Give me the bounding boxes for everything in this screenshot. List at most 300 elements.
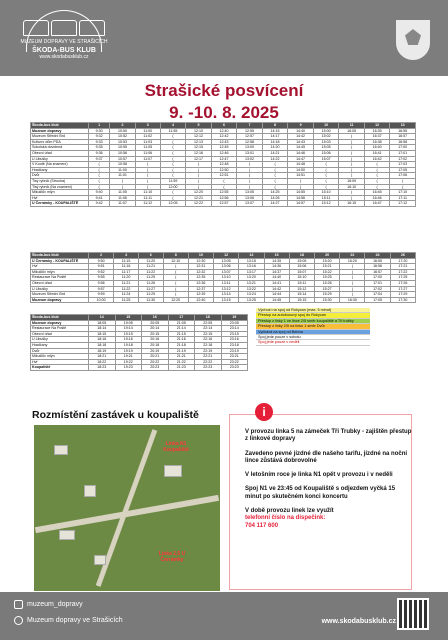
time-cell: ( [160,150,186,156]
time-cell: 10:53 [110,139,136,145]
time-cell: 16:56 [365,264,390,270]
stop-label-koupaliste: Linka N1 Koupaliště [163,441,189,453]
instagram-handle: muzeum_dopravy [27,601,83,608]
time-cell: 17:01 [365,280,390,286]
facebook-icon [14,616,23,625]
time-cell: 11:05 [110,190,136,196]
time-cell: ( [390,184,416,190]
time-cell: ( [135,162,160,168]
time-cell: 12:51 [211,173,237,179]
time-cell: 21:19 [168,348,195,354]
time-cell: 14:42 [288,134,314,140]
time-cell: 13:12 [214,286,239,292]
time-cell: ( [340,275,365,281]
time-cell: ( [339,190,365,196]
header-cell: Škoda-bus klub [31,123,89,129]
time-cell: ( [186,178,212,184]
time-cell: 15:07 [289,269,314,275]
header-cell: 19 [221,315,248,321]
time-cell: 19:16 [115,337,142,343]
time-cell: 15:14 [289,292,314,298]
header-cell: 3 [135,123,160,129]
time-cell: ( [313,173,339,179]
time-cell: 12:20 [186,190,212,196]
time-cell: ( [160,139,186,145]
legend-item: Přestup z linky 1 ve lince 2/5 směr koupaliště a Tři trubky [256,319,370,324]
stop-name: Muzeum dopravy [31,297,89,303]
time-cell: 13:17 [239,269,264,275]
time-cell: 11:22 [138,269,163,275]
time-cell: 14:40 [264,275,289,281]
time-cell: 13:01 [237,150,263,156]
time-cell: ( [186,167,212,173]
time-cell: 12:56 [211,195,237,201]
header-cell: 4 [114,253,139,259]
time-cell: 16:41 [364,150,390,156]
time-cell: 20:23 [142,365,169,371]
time-cell: ( [339,139,365,145]
time-cell: ( [262,173,288,179]
time-cell: 9:52 [89,269,114,275]
time-cell: 23:14 [221,326,248,332]
time-cell: 14:40 [288,128,314,134]
time-cell: 11:21 [138,264,163,270]
time-cell: 15:21 [314,264,339,270]
time-cell: 9:32 [89,134,110,140]
time-cell: 15:03 [313,139,339,145]
time-cell: 9:42 [89,201,110,207]
time-cell: ( [89,173,110,179]
time-cell: 15:25 [314,275,339,281]
time-cell: ( [237,162,263,168]
time-cell: 12:43 [211,139,237,145]
info-phone-label: telefonní číslo na dispečink: [245,515,326,522]
time-cell: 14:21 [262,150,288,156]
time-cell: 11:00 [135,128,160,134]
time-cell: 11:10 [135,190,160,196]
stop-label-cerramky: Linka 2,5 U Čerrámky [158,551,186,563]
time-cell: 17:20 [390,258,415,264]
time-cell: 12:46 [211,150,237,156]
time-cell: 13:14 [214,292,239,298]
header-cell: 16 [142,315,169,321]
map-heading: Rozmístění zastávek u koupaliště [32,409,199,421]
footer [0,592,448,640]
time-cell: 12:21 [186,195,212,201]
stop-name: Restaurace Na Poště [31,275,89,281]
stop-name: Dvůr [31,348,89,354]
time-cell: 11:25 [114,297,139,303]
time-cell: 14:45 [288,145,314,151]
stop-name: V Koutě (Na znamení) [31,162,89,168]
time-cell: 10:55 [110,145,136,151]
time-cell: 17:10 [390,190,416,196]
time-cell: 14:55 [288,190,314,196]
time-cell: 13:15 [214,297,239,303]
time-cell: ( [186,162,212,168]
time-cell: 20:14 [142,326,169,332]
time-cell: 17:00 [365,275,390,281]
time-cell: 9:57 [89,286,114,292]
time-cell: 15:05 [313,145,339,151]
time-cell: 15:30 [314,297,339,303]
time-cell: 12:22 [186,201,212,207]
info-text: V letošním roce je linka N1 opět v provozu i v neděli [245,472,393,479]
header-cell: 14 [239,253,264,259]
time-cell: 17:01 [390,150,416,156]
header-cell: Škoda-bus klub [31,253,89,259]
logo-url: www.skodabusklub.cz [39,54,89,60]
time-cell: 10:58 [110,162,136,168]
time-cell: 17:27 [390,286,415,292]
header-cell: 22 [340,253,365,259]
page-title [0,80,448,124]
time-cell: 14:56 [288,195,314,201]
stop-name: Tisý rybník (Na znamení) [31,184,89,190]
time-cell: 12:16 [186,150,212,156]
time-cell: 16:30 [340,297,365,303]
time-cell: 11:27 [138,286,163,292]
time-cell: 15:15 [289,297,314,303]
time-cell: 16:10 [339,184,365,190]
time-cell: ( [163,275,188,281]
time-cell: 9:35 [89,145,110,151]
time-cell: 12:20 [163,297,188,303]
stop-name: Dvůr [31,173,89,179]
info-text: Spoj N1 ve 23:45 od Koupaliště s odjezdem vyčká 15 minut po skutečném konci koncertu [245,486,396,500]
time-cell: ( [390,178,416,184]
time-cell: 19:18 [115,342,142,348]
time-cell: 14:48 [288,162,314,168]
stop-name: Hradčany [31,167,89,173]
time-cell: 22:23 [195,365,222,371]
time-cell: 16:37 [364,134,390,140]
time-cell: 22:14 [195,326,222,332]
time-cell: 9:40 [89,190,110,196]
time-cell: ( [135,178,160,184]
time-cell: 13:05 [214,258,239,264]
time-cell: ( [237,167,263,173]
time-cell: 21:14 [168,326,195,332]
time-cell: 15:12 [289,286,314,292]
time-cell: 14:42 [264,286,289,292]
time-cell: 13:05 [237,190,263,196]
stop-name: Obecní úřad [31,280,89,286]
time-cell: 11:07 [110,201,136,207]
time-cell: ( [186,184,212,190]
info-icon: i [255,403,273,421]
time-cell: 12:57 [237,134,263,140]
time-cell: 16:20 [340,258,365,264]
time-cell: 18:15 [89,331,116,337]
time-cell: 15:20 [314,258,339,264]
time-cell: 16:55 [365,258,390,264]
legend-item: Přestup z linky 2/5 na linku 1 směr Dvůr [256,324,370,329]
stop-name: U Libušky [31,337,89,343]
time-cell: 16:57 [365,269,390,275]
time-cell: ( [160,156,186,162]
time-cell: ( [262,184,288,190]
time-cell: 12:50 [211,167,237,173]
time-cell: 16:47 [364,201,390,207]
time-cell: 11:16 [114,264,139,270]
time-cell: ( [340,264,365,270]
stop-name: Muzeum Střední Brd [31,134,89,140]
header-cell: 6 [211,123,237,129]
time-cell: 16:38 [364,139,390,145]
time-cell: 15:06 [313,150,339,156]
header-cell: 18 [289,253,314,259]
time-cell: 9:41 [89,195,110,201]
time-cell: 14:57 [288,201,314,207]
time-cell: 12:58 [237,139,263,145]
time-cell: 11:20 [114,275,139,281]
header-cell: 4 [160,123,186,129]
time-cell: 15:11 [313,195,339,201]
time-cell: 22:21 [195,354,222,360]
header-cell: 2 [89,253,114,259]
time-cell: 17:03 [390,162,416,168]
time-cell: 20:05 [142,320,169,326]
stop-name: Hvř [31,264,89,270]
time-cell: ( [160,190,186,196]
time-cell: 14:44 [264,292,289,298]
time-cell: 19:22 [115,359,142,365]
time-cell: 16:09 [339,178,365,184]
time-cell: 14:35 [264,258,289,264]
time-cell: 22:18 [195,342,222,348]
time-cell: 17:25 [390,275,415,281]
time-cell: 16:55 [390,128,416,134]
time-cell: 15:10 [313,190,339,196]
header-cell: 26 [390,253,415,259]
time-cell: 14:47 [288,156,314,162]
time-cell: 15:10 [289,275,314,281]
time-cell: 20:21 [142,354,169,360]
time-cell: 10:00 [89,297,114,303]
stop-name: Restaurace Na Poště [31,326,89,332]
stop-name: Mikulčův mlýn [31,354,89,360]
time-cell: 9:37 [89,156,110,162]
time-cell: 17:06 [390,173,416,179]
time-cell: 17:02 [390,156,416,162]
time-cell: ( [288,184,314,190]
time-cell: ( [89,162,110,168]
time-cell: 15:27 [314,286,339,292]
time-cell: 9:36 [89,150,110,156]
time-cell: 16:57 [390,134,416,140]
info-text: V provozu linka 5 na zámeček Tři Trubky - zajištěn přestup z linkové dopravy [245,429,412,443]
legend-item: Spoj jede pouze v sobotu [256,335,370,340]
time-cell: 12:57 [211,201,237,207]
time-cell: 12:45 [211,145,237,151]
stop-name: Muzeum Střední Brd [31,292,89,298]
stop-name: Muzeum dopravy [31,128,89,134]
time-cell: ( [163,269,188,275]
time-cell: 17:22 [390,269,415,275]
time-cell: 14:25 [262,190,288,196]
time-cell: 12:17 [186,156,212,162]
time-cell: 11:03 [135,139,160,145]
time-cell: ( [364,173,390,179]
stop-name: Obecní úřad [31,331,89,337]
time-cell: 11:59 [160,178,186,184]
time-cell: 9:55 [89,275,114,281]
stop-name: U Čerrámky - KOUPALIŠTĚ [31,258,89,264]
time-cell: 14:50 [288,167,314,173]
header-cell: 13 [390,123,416,129]
time-cell: 17:02 [365,286,390,292]
stop-name: Hvř [31,195,89,201]
header-cell: 16 [264,253,289,259]
time-cell: ( [237,178,263,184]
time-cell: 12:40 [211,128,237,134]
header-cell: 2 [110,123,136,129]
time-cell: ( [339,150,365,156]
time-cell: 14:17 [262,134,288,140]
facebook-link[interactable] [14,616,123,625]
stop-name: Koupaliště [31,365,89,371]
qr-code[interactable] [397,598,429,630]
stop-name: U Čerrámky - KOUPALIŠTĚ [31,201,89,207]
time-cell: 16:40 [364,145,390,151]
time-cell: 9:30 [89,128,110,134]
instagram-link[interactable] [14,600,83,609]
time-cell: 13:06 [214,264,239,270]
info-phone-number: 704 117 600 [245,522,279,529]
time-cell: ( [340,280,365,286]
time-cell: ( [89,167,110,173]
time-cell: 21:05 [168,320,195,326]
time-cell: 20:22 [142,359,169,365]
legend-item: Vyčkává na spoj od Bahna [256,330,370,335]
time-cell: 21:15 [168,331,195,337]
time-cell: 11:29 [138,292,163,298]
time-cell: 10:52 [110,134,136,140]
time-cell: 11:26 [138,280,163,286]
time-cell: 18:21 [89,354,116,360]
time-cell: 11:00 [110,167,136,173]
time-cell: 17:05 [390,167,416,173]
time-cell: 19:14 [115,326,142,332]
time-cell: ( [339,195,365,201]
stop-name: Hvř [31,359,89,365]
time-cell: 19:05 [115,320,142,326]
time-cell: 15:05 [289,258,314,264]
header-cell: 7 [237,123,263,129]
time-cell: 14:43 [288,139,314,145]
time-cell: 18:22 [89,359,116,365]
time-cell: 13:00 [237,145,263,151]
time-cell: ( [160,162,186,168]
legend-item: Spoj jede pouze v neděli [256,340,370,345]
time-cell: 15:12 [313,201,339,207]
time-cell: 13:22 [239,286,264,292]
time-cell: ( [339,173,365,179]
time-cell: 15:26 [314,280,339,286]
info-text [245,508,413,530]
stops-map [34,425,220,591]
time-cell: 18:14 [89,326,116,332]
header-cell: 12 [214,253,239,259]
time-cell: 17:11 [390,195,416,201]
logo-subtitle: MUZEUM DOPRAVY VE STRAŠICÍCH [20,39,108,45]
time-cell: 16:35 [364,128,390,134]
time-cell: 12:30 [188,258,213,264]
info-box [229,405,412,590]
time-cell: ( [110,184,136,190]
time-cell: 12:32 [188,269,213,275]
time-cell: ( [163,280,188,286]
instagram-icon [14,600,23,609]
time-cell: 11:17 [114,269,139,275]
time-cell: ( [163,264,188,270]
time-cell: 20:18 [142,342,169,348]
time-cell: 12:00 [160,184,186,190]
time-cell: 15:29 [314,292,339,298]
time-cell: 11:20 [138,258,163,264]
time-cell: 12:10 [186,128,212,134]
time-cell: ( [163,286,188,292]
time-cell: 12:31 [188,264,213,270]
time-cell: ( [211,184,237,190]
legend-item: Přestup na autobusový spoj do Rokycan [256,313,370,318]
stop-name: Kulturní dům PDA [31,139,89,145]
time-cell: 11:06 [110,195,136,201]
time-cell: 16:15 [339,201,365,207]
time-cell: 21:18 [168,342,195,348]
stop-name: Mikulčův mlýn [31,190,89,196]
time-cell: 13:11 [214,280,239,286]
time-cell: 23:19 [221,348,248,354]
time-cell: 22:15 [195,331,222,337]
time-cell: 13:10 [214,275,239,281]
header-cell: 5 [186,123,212,129]
header-cell: 20 [314,253,339,259]
time-cell: ( [340,292,365,298]
header-cell: 1 [89,123,110,129]
header-cell: 8 [163,253,188,259]
time-cell: 14:36 [264,264,289,270]
time-cell: 23:22 [221,359,248,365]
table-row [31,201,416,207]
time-cell: 9:50 [89,258,114,264]
time-cell: 12:36 [188,280,213,286]
time-cell: 14:22 [262,156,288,162]
website-link[interactable]: www.skodabusklub.cz [321,618,396,625]
facebook-page: Muzeum dopravy ve Strašicích [27,617,123,624]
time-cell: 11:05 [135,145,160,151]
time-cell: 18:19 [89,348,116,354]
stop-name: U Libušky [31,286,89,292]
header-cell: 18 [195,315,222,321]
time-cell: 11:24 [114,292,139,298]
time-cell: ( [313,162,339,168]
time-cell: ( [313,184,339,190]
time-cell: 17:29 [390,292,415,298]
time-cell: 19:23 [115,365,142,371]
time-cell: ( [89,184,110,190]
time-cell: 23:05 [221,320,248,326]
legend [256,308,370,346]
header-cell: 9 [288,123,314,129]
time-cell: 11:11 [135,195,160,201]
stop-name: Obecní úřad [31,150,89,156]
time-cell: 14:27 [262,201,288,207]
time-cell: ( [313,167,339,173]
header-cell: 6 [138,253,163,259]
time-cell: 11:55 [160,128,186,134]
